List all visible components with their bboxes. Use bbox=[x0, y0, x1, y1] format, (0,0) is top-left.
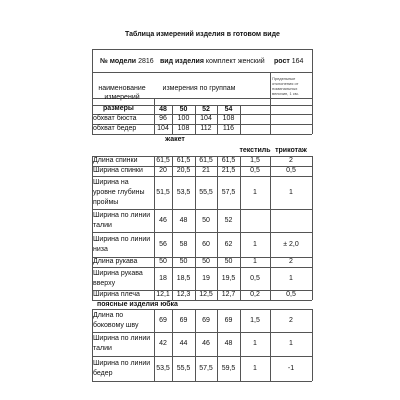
jacket-measure-value: 60 bbox=[202, 240, 210, 248]
jacket-measure-value: 18 bbox=[159, 274, 167, 282]
jacket-measure-value: 61,5 bbox=[221, 157, 236, 164]
jacket-measure-value: 12,5 bbox=[199, 291, 213, 298]
skirt-measure-value: 69 bbox=[202, 316, 210, 324]
sizes-label: размеры bbox=[103, 105, 134, 112]
base-measure-name: обхват бедер bbox=[93, 125, 137, 132]
jacket-measure-value: 56 bbox=[159, 240, 167, 248]
jacket-measure-value: 18,5 bbox=[176, 274, 191, 282]
section-title-skirt: поясные изделия юбка bbox=[97, 300, 178, 308]
jacket-tolerance-knit: 0,5 bbox=[286, 167, 296, 174]
jacket-measure-value: 61,5 bbox=[156, 157, 170, 164]
tolerance-note: Предельные отклонения от номинальных величин, 1 см. bbox=[272, 76, 299, 96]
skirt-measure-value: 69 bbox=[179, 316, 188, 324]
skirt-tolerance-knit: -1 bbox=[287, 364, 295, 372]
height-label: рост bbox=[274, 58, 290, 65]
skirt-tolerance-knit: 1 bbox=[289, 340, 293, 347]
jacket-measure-name: Длина спинки bbox=[93, 157, 138, 164]
jacket-measure-name: Ширина по линии низа bbox=[93, 235, 151, 253]
jacket-measure-value: 20,5 bbox=[176, 167, 191, 174]
grid-line bbox=[92, 49, 312, 50]
skirt-measure-value: 53,5 bbox=[156, 364, 170, 372]
jacket-tolerance-textile: 1 bbox=[253, 258, 257, 265]
jacket-measure-value: 51,5 bbox=[156, 188, 170, 196]
jacket-measure-value: 57,5 bbox=[221, 188, 236, 196]
base-measure-value: 100 bbox=[177, 115, 190, 122]
model-number-label: № модели bbox=[100, 58, 137, 65]
jacket-measure-name: Ширина плеча bbox=[93, 291, 140, 298]
skirt-measure-value: 59,5 bbox=[221, 364, 236, 372]
col-header-knit: трикотаж bbox=[275, 147, 307, 154]
jacket-measure-value: 50 bbox=[202, 216, 210, 224]
jacket-measure-value: 53,5 bbox=[176, 188, 191, 196]
base-measure-value: 108 bbox=[177, 125, 190, 132]
jacket-measure-value: 21 bbox=[202, 167, 210, 174]
jacket-tolerance-knit: ± 2,0 bbox=[283, 240, 299, 248]
jacket-measure-value: 62 bbox=[224, 240, 233, 248]
skirt-measure-value: 69 bbox=[159, 316, 167, 324]
grid-line bbox=[312, 156, 313, 300]
jacket-tolerance-textile: 1 bbox=[253, 240, 257, 248]
base-measure-value: 104 bbox=[200, 115, 212, 122]
grid-line bbox=[92, 381, 312, 382]
jacket-measure-value: 50 bbox=[224, 258, 233, 265]
jacket-measure-value: 50 bbox=[179, 258, 188, 265]
model-number-value: 2816 bbox=[138, 58, 154, 65]
jacket-tolerance-textile: 0,5 bbox=[250, 167, 260, 174]
jacket-measure-name: Ширина рукава вверху bbox=[93, 269, 143, 287]
skirt-measure-name: Ширина по линии бедер bbox=[93, 359, 151, 377]
jacket-measure-name: Ширина спинки bbox=[93, 167, 143, 174]
jacket-tolerance-knit bbox=[271, 209, 311, 232]
measurement-name-header: наименование измерений bbox=[98, 85, 146, 101]
skirt-measure-value: 57,5 bbox=[199, 364, 213, 372]
product-type-label: вид изделия bbox=[160, 58, 204, 65]
grid-line bbox=[312, 309, 313, 381]
jacket-measure-value: 48 bbox=[179, 216, 188, 224]
jacket-tolerance-textile: 1,5 bbox=[250, 157, 260, 164]
jacket-tolerance-knit: 2 bbox=[289, 258, 293, 265]
jacket-measure-value: 58 bbox=[179, 240, 188, 248]
jacket-measure-name: Ширина на уровне глубины проймы bbox=[93, 178, 145, 206]
skirt-measure-value: 55,5 bbox=[176, 364, 191, 372]
skirt-measure-name: Ширина по линии талии bbox=[93, 335, 151, 352]
size-header: 48 bbox=[159, 105, 167, 113]
jacket-measure-value: 55,5 bbox=[199, 188, 213, 196]
skirt-measure-value: 48 bbox=[224, 340, 233, 347]
sheet-title: Таблица измерений изделия в готовом виде bbox=[125, 31, 280, 38]
skirt-tolerance-textile: 1 bbox=[253, 340, 257, 347]
base-measure-value: 116 bbox=[222, 125, 235, 132]
size-header: 50 bbox=[179, 105, 188, 113]
jacket-measure-value: 19 bbox=[202, 274, 210, 282]
skirt-measure-value: 44 bbox=[179, 340, 188, 347]
jacket-tolerance-textile: 0,2 bbox=[250, 291, 260, 298]
jacket-measure-name: Длина рукава bbox=[93, 258, 138, 265]
size-groups-header: измерения по группам bbox=[162, 85, 236, 92]
skirt-tolerance-textile: 1,5 bbox=[250, 316, 260, 324]
grid-line bbox=[92, 134, 312, 135]
jacket-measure-value: 12,7 bbox=[221, 291, 236, 298]
section-title-jacket: жакет bbox=[165, 136, 185, 143]
jacket-tolerance-knit: 1 bbox=[289, 188, 293, 196]
jacket-measure-value: 46 bbox=[159, 216, 167, 224]
grid-line bbox=[240, 105, 241, 134]
product-type-value: комплект женский bbox=[205, 58, 265, 65]
jacket-measure-value: 19,5 bbox=[221, 274, 236, 282]
grid-line bbox=[270, 72, 271, 134]
skirt-measure-value: 69 bbox=[224, 316, 233, 324]
size-header: 54 bbox=[224, 105, 233, 113]
jacket-tolerance-textile: 0,5 bbox=[250, 274, 260, 282]
skirt-tolerance-knit: 2 bbox=[289, 316, 293, 324]
grid-line bbox=[312, 49, 313, 134]
skirt-measure-value: 42 bbox=[159, 340, 167, 347]
base-measure-value: 104 bbox=[157, 125, 169, 132]
jacket-measure-value: 12,1 bbox=[156, 291, 170, 298]
jacket-measure-value: 50 bbox=[159, 258, 167, 265]
col-header-textile: текстиль bbox=[239, 147, 271, 154]
model-number bbox=[100, 58, 154, 66]
skirt-measure-value: 46 bbox=[202, 340, 210, 347]
jacket-measure-value: 50 bbox=[202, 258, 210, 265]
jacket-measure-value: 12,3 bbox=[176, 291, 191, 298]
height bbox=[274, 58, 303, 66]
jacket-measure-value: 21,5 bbox=[221, 167, 236, 174]
size-header: 52 bbox=[202, 105, 210, 113]
base-measure-name: обхват бюста bbox=[93, 115, 137, 122]
jacket-tolerance-textile bbox=[241, 209, 269, 232]
jacket-tolerance-knit: 1 bbox=[289, 274, 293, 282]
height-value: 164 bbox=[291, 58, 304, 65]
jacket-tolerance-knit: 2 bbox=[289, 157, 293, 164]
jacket-tolerance-knit: 0,5 bbox=[286, 291, 296, 298]
jacket-measure-value: 52 bbox=[224, 216, 233, 224]
jacket-measure-name: Ширина по линии талии bbox=[93, 211, 151, 229]
base-measure-value: 108 bbox=[222, 115, 235, 122]
grid-line bbox=[92, 72, 312, 73]
product-type bbox=[160, 58, 265, 66]
jacket-tolerance-textile: 1 bbox=[253, 188, 257, 196]
base-measure-value: 96 bbox=[159, 115, 167, 122]
base-measure-value: 112 bbox=[200, 125, 212, 132]
jacket-measure-value: 61,5 bbox=[199, 157, 213, 164]
skirt-measure-name: Длина по боковому шву bbox=[93, 311, 139, 329]
skirt-tolerance-textile: 1 bbox=[253, 364, 257, 372]
jacket-measure-value: 20 bbox=[159, 167, 167, 174]
jacket-measure-value: 61,5 bbox=[176, 157, 191, 164]
